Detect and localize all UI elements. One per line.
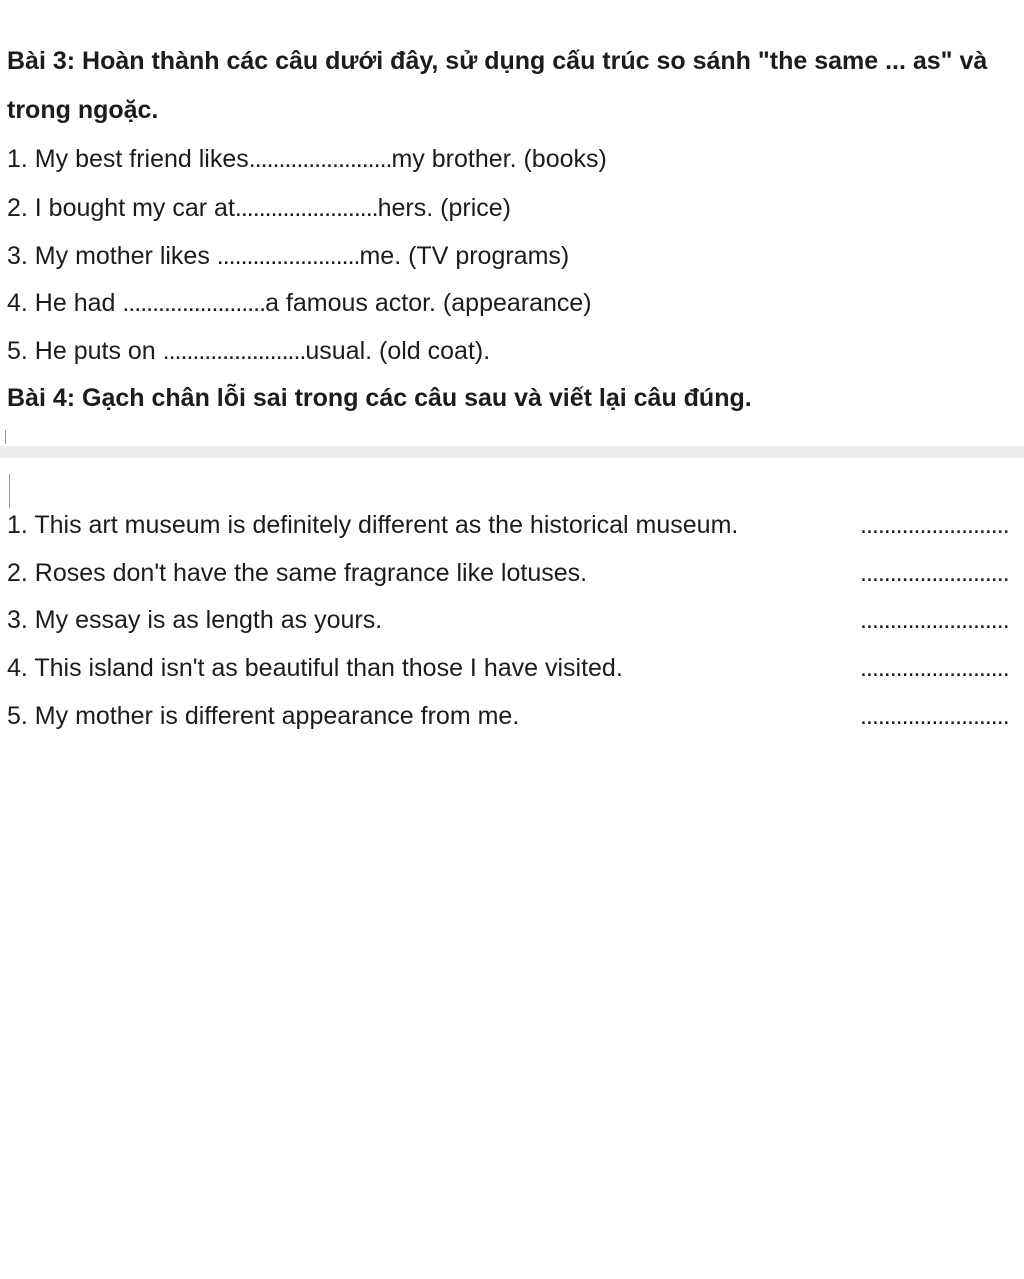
bai3-item-3-blank: ........................ <box>216 242 360 270</box>
bai4-item-3-text: 3. My essay is as length as yours. <box>7 606 383 634</box>
bai3-item-4-after: a famous actor. (appearance) <box>265 289 592 317</box>
bai3-item-2-before: 2. I bought my car at <box>7 194 235 222</box>
bai3-item-1-after: my brother. (books) <box>391 145 607 173</box>
bai4-item-3-answer-blank: ......................... <box>860 606 1009 634</box>
bai3-item-1-blank: ........................ <box>248 145 392 173</box>
bai3-item-3 <box>7 241 569 271</box>
bai4-item-5-text: 5. My mother is different appearance from me. <box>7 702 520 730</box>
bai3-heading-line1: Bài 3: Hoàn thành các câu dưới đây, sử dụng cấu trúc so sánh "the same ... as" và <box>7 47 988 75</box>
bai4-item-1-answer-blank: ......................... <box>860 511 1009 539</box>
document-page-2 <box>0 458 1024 1279</box>
bai3-item-2-blank: ........................ <box>234 194 378 222</box>
bai3-item-1 <box>7 144 607 174</box>
bai3-item-5-before: 5. He puts on <box>7 337 163 365</box>
bai4-item-2-text: 2. Roses don't have the same fragrance like lotuses. <box>7 559 588 587</box>
document-page-1 <box>0 0 1024 446</box>
bai4-item-4-text: 4. This island isn't as beautiful than those I have visited. <box>7 654 623 682</box>
bai3-item-5-after: usual. (old coat). <box>305 337 491 365</box>
bai3-item-1-before: 1. My best friend likes <box>7 145 249 173</box>
bai4-item-2-answer-blank: ......................... <box>860 559 1009 587</box>
bai4-item-5-answer-blank: ......................... <box>860 702 1009 730</box>
bai3-item-4-before: 4. He had <box>7 289 123 317</box>
page-break-divider <box>0 446 1024 458</box>
bai3-item-2 <box>7 193 511 223</box>
bai3-item-4 <box>7 288 592 318</box>
bai4-item-1-text: 1. This art museum is definitely different as the historical museum. <box>7 511 739 539</box>
bai3-item-3-after: me. (TV programs) <box>359 242 570 270</box>
text-cursor-mark <box>9 474 10 508</box>
text-cursor-mark <box>5 430 6 444</box>
bai3-item-4-blank: ........................ <box>122 289 266 317</box>
bai3-item-5-blank: ........................ <box>162 337 306 365</box>
bai3-item-3-before: 3. My mother likes <box>7 242 217 270</box>
bai3-item-5 <box>7 336 490 366</box>
bai3-item-2-after: hers. (price) <box>377 194 511 222</box>
bai4-item-4-answer-blank: ......................... <box>860 654 1009 682</box>
bai4-heading: Bài 4: Gạch chân lỗi sai trong các câu sau và viết lại câu đúng. <box>7 384 752 412</box>
bai3-heading-line2: trong ngoặc. <box>7 96 159 124</box>
